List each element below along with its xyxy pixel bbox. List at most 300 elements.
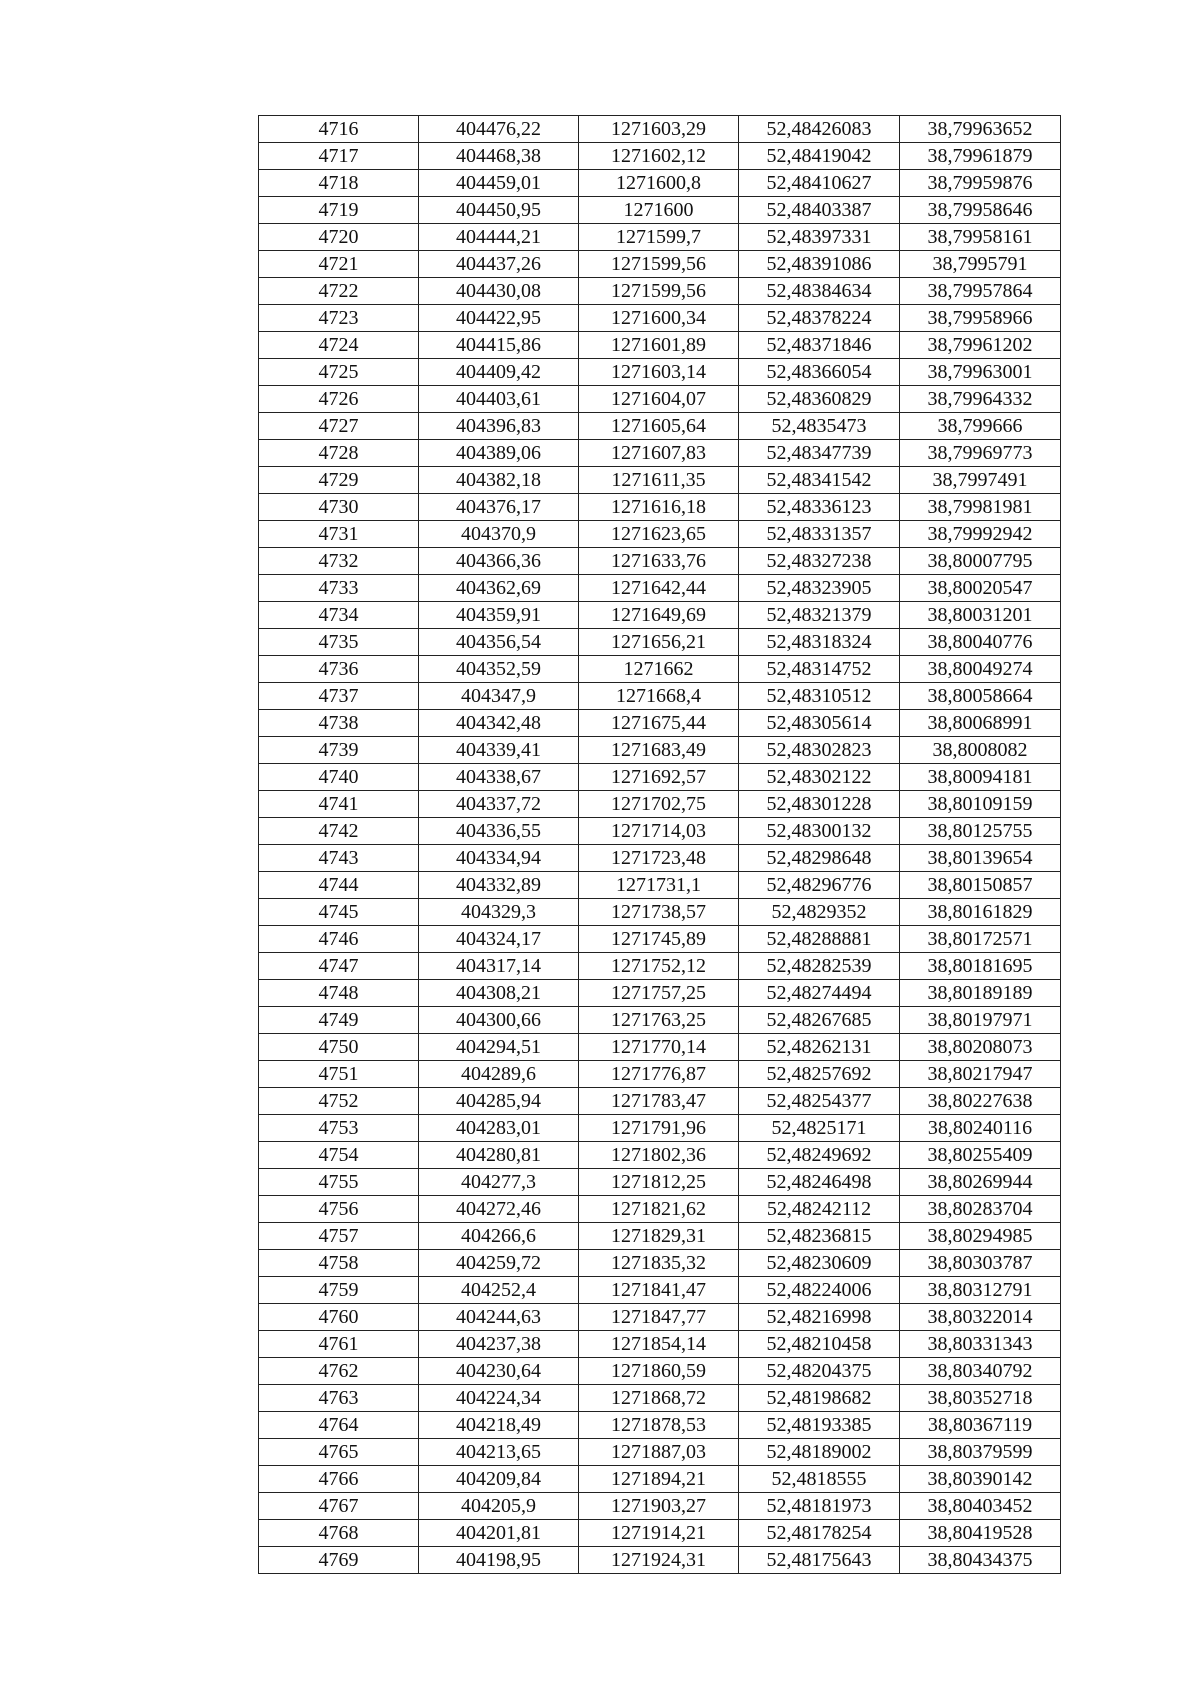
cell-y-coordinate: 1271714,03 (579, 818, 739, 845)
cell-x-coordinate: 404230,64 (419, 1358, 579, 1385)
cell-y-coordinate: 1271702,75 (579, 791, 739, 818)
cell-latitude: 52,48323905 (739, 575, 900, 602)
cell-latitude: 52,48254377 (739, 1088, 900, 1115)
cell-longitude: 38,80403452 (900, 1493, 1061, 1520)
cell-x-coordinate: 404342,48 (419, 710, 579, 737)
cell-point-number: 4745 (259, 899, 419, 926)
table-row (259, 710, 1061, 737)
cell-point-number: 4768 (259, 1520, 419, 1547)
cell-point-number: 4719 (259, 197, 419, 224)
cell-x-coordinate: 404289,6 (419, 1061, 579, 1088)
cell-longitude: 38,80094181 (900, 764, 1061, 791)
cell-point-number: 4723 (259, 305, 419, 332)
cell-x-coordinate: 404252,4 (419, 1277, 579, 1304)
cell-y-coordinate: 1271599,7 (579, 224, 739, 251)
coordinates-table-body (259, 116, 1061, 1574)
table-row (259, 764, 1061, 791)
cell-x-coordinate: 404376,17 (419, 494, 579, 521)
table-row (259, 980, 1061, 1007)
cell-point-number: 4725 (259, 359, 419, 386)
cell-x-coordinate: 404444,21 (419, 224, 579, 251)
cell-y-coordinate: 1271829,31 (579, 1223, 739, 1250)
cell-x-coordinate: 404415,86 (419, 332, 579, 359)
cell-x-coordinate: 404224,34 (419, 1385, 579, 1412)
cell-latitude: 52,48426083 (739, 116, 900, 143)
cell-y-coordinate: 1271860,59 (579, 1358, 739, 1385)
cell-longitude: 38,80031201 (900, 602, 1061, 629)
cell-x-coordinate: 404213,65 (419, 1439, 579, 1466)
cell-latitude: 52,48318324 (739, 629, 900, 656)
cell-y-coordinate: 1271603,29 (579, 116, 739, 143)
cell-latitude: 52,48296776 (739, 872, 900, 899)
table-row (259, 494, 1061, 521)
cell-x-coordinate: 404332,89 (419, 872, 579, 899)
table-row (259, 1115, 1061, 1142)
cell-longitude: 38,80331343 (900, 1331, 1061, 1358)
cell-longitude: 38,80294985 (900, 1223, 1061, 1250)
table-row (259, 845, 1061, 872)
table-row (259, 224, 1061, 251)
cell-x-coordinate: 404329,3 (419, 899, 579, 926)
cell-latitude: 52,48198682 (739, 1385, 900, 1412)
cell-x-coordinate: 404336,55 (419, 818, 579, 845)
cell-y-coordinate: 1271616,18 (579, 494, 739, 521)
cell-longitude: 38,80109159 (900, 791, 1061, 818)
table-row (259, 1196, 1061, 1223)
table-row (259, 1142, 1061, 1169)
cell-point-number: 4734 (259, 602, 419, 629)
cell-y-coordinate: 1271662 (579, 656, 739, 683)
table-row (259, 1520, 1061, 1547)
cell-y-coordinate: 1271738,57 (579, 899, 739, 926)
cell-longitude: 38,79961879 (900, 143, 1061, 170)
cell-x-coordinate: 404437,26 (419, 251, 579, 278)
cell-longitude: 38,80125755 (900, 818, 1061, 845)
cell-point-number: 4738 (259, 710, 419, 737)
table-row (259, 791, 1061, 818)
table-row (259, 1034, 1061, 1061)
table-row (259, 413, 1061, 440)
cell-latitude: 52,48262131 (739, 1034, 900, 1061)
cell-point-number: 4755 (259, 1169, 419, 1196)
cell-latitude: 52,48371846 (739, 332, 900, 359)
cell-longitude: 38,79958646 (900, 197, 1061, 224)
cell-y-coordinate: 1271607,83 (579, 440, 739, 467)
cell-latitude: 52,48347739 (739, 440, 900, 467)
cell-latitude: 52,48246498 (739, 1169, 900, 1196)
cell-y-coordinate: 1271776,87 (579, 1061, 739, 1088)
cell-y-coordinate: 1271599,56 (579, 251, 739, 278)
cell-y-coordinate: 1271783,47 (579, 1088, 739, 1115)
cell-y-coordinate: 1271692,57 (579, 764, 739, 791)
cell-longitude: 38,80058664 (900, 683, 1061, 710)
cell-x-coordinate: 404459,01 (419, 170, 579, 197)
cell-y-coordinate: 1271868,72 (579, 1385, 739, 1412)
table-row (259, 1277, 1061, 1304)
cell-point-number: 4737 (259, 683, 419, 710)
cell-longitude: 38,7995791 (900, 251, 1061, 278)
cell-longitude: 38,79992942 (900, 521, 1061, 548)
cell-longitude: 38,79963652 (900, 116, 1061, 143)
table-row (259, 1223, 1061, 1250)
cell-y-coordinate: 1271812,25 (579, 1169, 739, 1196)
cell-point-number: 4733 (259, 575, 419, 602)
cell-y-coordinate: 1271847,77 (579, 1304, 739, 1331)
cell-x-coordinate: 404338,67 (419, 764, 579, 791)
cell-x-coordinate: 404339,41 (419, 737, 579, 764)
cell-latitude: 52,48331357 (739, 521, 900, 548)
table-row (259, 278, 1061, 305)
cell-x-coordinate: 404198,95 (419, 1547, 579, 1574)
cell-point-number: 4732 (259, 548, 419, 575)
cell-longitude: 38,80379599 (900, 1439, 1061, 1466)
table-row (259, 1331, 1061, 1358)
cell-point-number: 4757 (259, 1223, 419, 1250)
table-row (259, 899, 1061, 926)
cell-longitude: 38,80434375 (900, 1547, 1061, 1574)
cell-latitude: 52,48175643 (739, 1547, 900, 1574)
cell-longitude: 38,799666 (900, 413, 1061, 440)
cell-x-coordinate: 404280,81 (419, 1142, 579, 1169)
table-row (259, 521, 1061, 548)
cell-longitude: 38,8008082 (900, 737, 1061, 764)
cell-point-number: 4726 (259, 386, 419, 413)
cell-point-number: 4730 (259, 494, 419, 521)
cell-point-number: 4724 (259, 332, 419, 359)
cell-point-number: 4750 (259, 1034, 419, 1061)
cell-x-coordinate: 404201,81 (419, 1520, 579, 1547)
table-row (259, 602, 1061, 629)
cell-x-coordinate: 404218,49 (419, 1412, 579, 1439)
cell-point-number: 4753 (259, 1115, 419, 1142)
cell-y-coordinate: 1271675,44 (579, 710, 739, 737)
cell-point-number: 4727 (259, 413, 419, 440)
table-row (259, 1061, 1061, 1088)
cell-x-coordinate: 404308,21 (419, 980, 579, 1007)
cell-latitude: 52,48242112 (739, 1196, 900, 1223)
cell-x-coordinate: 404283,01 (419, 1115, 579, 1142)
cell-point-number: 4729 (259, 467, 419, 494)
cell-latitude: 52,48210458 (739, 1331, 900, 1358)
cell-latitude: 52,48403387 (739, 197, 900, 224)
table-row (259, 197, 1061, 224)
cell-longitude: 38,80197971 (900, 1007, 1061, 1034)
table-row (259, 386, 1061, 413)
cell-point-number: 4752 (259, 1088, 419, 1115)
table-row (259, 440, 1061, 467)
cell-y-coordinate: 1271878,53 (579, 1412, 739, 1439)
cell-latitude: 52,4818555 (739, 1466, 900, 1493)
cell-longitude: 38,80040776 (900, 629, 1061, 656)
cell-x-coordinate: 404362,69 (419, 575, 579, 602)
cell-y-coordinate: 1271649,69 (579, 602, 739, 629)
cell-x-coordinate: 404337,72 (419, 791, 579, 818)
cell-latitude: 52,48360829 (739, 386, 900, 413)
cell-x-coordinate: 404382,18 (419, 467, 579, 494)
cell-x-coordinate: 404396,83 (419, 413, 579, 440)
cell-latitude: 52,48397331 (739, 224, 900, 251)
table-row (259, 575, 1061, 602)
table-row (259, 251, 1061, 278)
cell-y-coordinate: 1271894,21 (579, 1466, 739, 1493)
cell-longitude: 38,79959876 (900, 170, 1061, 197)
cell-latitude: 52,48267685 (739, 1007, 900, 1034)
cell-x-coordinate: 404352,59 (419, 656, 579, 683)
cell-y-coordinate: 1271914,21 (579, 1520, 739, 1547)
cell-y-coordinate: 1271599,56 (579, 278, 739, 305)
cell-x-coordinate: 404334,94 (419, 845, 579, 872)
cell-longitude: 38,80322014 (900, 1304, 1061, 1331)
cell-latitude: 52,4829352 (739, 899, 900, 926)
cell-latitude: 52,48301228 (739, 791, 900, 818)
cell-latitude: 52,48178254 (739, 1520, 900, 1547)
cell-point-number: 4756 (259, 1196, 419, 1223)
cell-y-coordinate: 1271752,12 (579, 953, 739, 980)
cell-longitude: 38,80419528 (900, 1520, 1061, 1547)
cell-x-coordinate: 404205,9 (419, 1493, 579, 1520)
cell-latitude: 52,48384634 (739, 278, 900, 305)
cell-y-coordinate: 1271600 (579, 197, 739, 224)
cell-y-coordinate: 1271835,32 (579, 1250, 739, 1277)
table-row (259, 683, 1061, 710)
cell-point-number: 4759 (259, 1277, 419, 1304)
cell-point-number: 4721 (259, 251, 419, 278)
cell-latitude: 52,48336123 (739, 494, 900, 521)
cell-y-coordinate: 1271924,31 (579, 1547, 739, 1574)
cell-longitude: 38,79969773 (900, 440, 1061, 467)
table-row (259, 1547, 1061, 1574)
cell-longitude: 38,79964332 (900, 386, 1061, 413)
cell-longitude: 38,80172571 (900, 926, 1061, 953)
table-row (259, 1304, 1061, 1331)
cell-y-coordinate: 1271604,07 (579, 386, 739, 413)
cell-latitude: 52,48378224 (739, 305, 900, 332)
table-row (259, 116, 1061, 143)
cell-point-number: 4764 (259, 1412, 419, 1439)
cell-x-coordinate: 404430,08 (419, 278, 579, 305)
cell-longitude: 38,80020547 (900, 575, 1061, 602)
cell-y-coordinate: 1271633,76 (579, 548, 739, 575)
cell-x-coordinate: 404476,22 (419, 116, 579, 143)
cell-x-coordinate: 404450,95 (419, 197, 579, 224)
cell-longitude: 38,80068991 (900, 710, 1061, 737)
cell-x-coordinate: 404359,91 (419, 602, 579, 629)
cell-longitude: 38,80255409 (900, 1142, 1061, 1169)
cell-point-number: 4739 (259, 737, 419, 764)
cell-x-coordinate: 404277,3 (419, 1169, 579, 1196)
table-row (259, 1250, 1061, 1277)
table-row (259, 359, 1061, 386)
cell-y-coordinate: 1271903,27 (579, 1493, 739, 1520)
cell-y-coordinate: 1271605,64 (579, 413, 739, 440)
table-row (259, 305, 1061, 332)
cell-longitude: 38,80181695 (900, 953, 1061, 980)
cell-point-number: 4765 (259, 1439, 419, 1466)
cell-longitude: 38,80390142 (900, 1466, 1061, 1493)
cell-point-number: 4740 (259, 764, 419, 791)
cell-latitude: 52,4835473 (739, 413, 900, 440)
cell-longitude: 38,80340792 (900, 1358, 1061, 1385)
cell-x-coordinate: 404403,61 (419, 386, 579, 413)
cell-longitude: 38,80227638 (900, 1088, 1061, 1115)
cell-y-coordinate: 1271745,89 (579, 926, 739, 953)
cell-latitude: 52,48181973 (739, 1493, 900, 1520)
cell-point-number: 4718 (259, 170, 419, 197)
cell-latitude: 52,48366054 (739, 359, 900, 386)
cell-point-number: 4766 (259, 1466, 419, 1493)
table-row (259, 143, 1061, 170)
cell-point-number: 4760 (259, 1304, 419, 1331)
cell-longitude: 38,79961202 (900, 332, 1061, 359)
cell-latitude: 52,48224006 (739, 1277, 900, 1304)
table-row (259, 629, 1061, 656)
table-row (259, 737, 1061, 764)
cell-latitude: 52,48249692 (739, 1142, 900, 1169)
cell-longitude: 38,80189189 (900, 980, 1061, 1007)
table-row (259, 1466, 1061, 1493)
cell-y-coordinate: 1271887,03 (579, 1439, 739, 1466)
cell-y-coordinate: 1271600,34 (579, 305, 739, 332)
cell-point-number: 4746 (259, 926, 419, 953)
table-row (259, 1385, 1061, 1412)
cell-latitude: 52,48300132 (739, 818, 900, 845)
cell-y-coordinate: 1271841,47 (579, 1277, 739, 1304)
table-row (259, 467, 1061, 494)
cell-latitude: 52,48327238 (739, 548, 900, 575)
cell-longitude: 38,80303787 (900, 1250, 1061, 1277)
cell-y-coordinate: 1271821,62 (579, 1196, 739, 1223)
cell-latitude: 52,48216998 (739, 1304, 900, 1331)
cell-x-coordinate: 404209,84 (419, 1466, 579, 1493)
table-row (259, 818, 1061, 845)
cell-longitude: 38,79958161 (900, 224, 1061, 251)
table-row (259, 332, 1061, 359)
cell-x-coordinate: 404366,36 (419, 548, 579, 575)
cell-y-coordinate: 1271683,49 (579, 737, 739, 764)
cell-latitude: 52,48236815 (739, 1223, 900, 1250)
cell-point-number: 4747 (259, 953, 419, 980)
cell-longitude: 38,79963001 (900, 359, 1061, 386)
cell-y-coordinate: 1271757,25 (579, 980, 739, 1007)
cell-point-number: 4720 (259, 224, 419, 251)
table-row (259, 656, 1061, 683)
cell-y-coordinate: 1271723,48 (579, 845, 739, 872)
cell-latitude: 52,48274494 (739, 980, 900, 1007)
cell-x-coordinate: 404272,46 (419, 1196, 579, 1223)
cell-x-coordinate: 404266,6 (419, 1223, 579, 1250)
cell-x-coordinate: 404317,14 (419, 953, 579, 980)
cell-x-coordinate: 404409,42 (419, 359, 579, 386)
table-row (259, 1007, 1061, 1034)
cell-y-coordinate: 1271642,44 (579, 575, 739, 602)
cell-point-number: 4716 (259, 116, 419, 143)
cell-point-number: 4749 (259, 1007, 419, 1034)
cell-latitude: 52,48257692 (739, 1061, 900, 1088)
table-row (259, 872, 1061, 899)
cell-latitude: 52,48189002 (739, 1439, 900, 1466)
cell-y-coordinate: 1271600,8 (579, 170, 739, 197)
cell-latitude: 52,48298648 (739, 845, 900, 872)
cell-y-coordinate: 1271601,89 (579, 332, 739, 359)
cell-y-coordinate: 1271611,35 (579, 467, 739, 494)
cell-longitude: 38,80007795 (900, 548, 1061, 575)
cell-point-number: 4741 (259, 791, 419, 818)
cell-point-number: 4735 (259, 629, 419, 656)
cell-y-coordinate: 1271802,36 (579, 1142, 739, 1169)
cell-x-coordinate: 404244,63 (419, 1304, 579, 1331)
cell-point-number: 4728 (259, 440, 419, 467)
table-row (259, 1088, 1061, 1115)
cell-longitude: 38,79957864 (900, 278, 1061, 305)
cell-latitude: 52,48230609 (739, 1250, 900, 1277)
cell-latitude: 52,48321379 (739, 602, 900, 629)
cell-point-number: 4717 (259, 143, 419, 170)
cell-longitude: 38,80139654 (900, 845, 1061, 872)
cell-longitude: 38,80240116 (900, 1115, 1061, 1142)
cell-latitude: 52,48204375 (739, 1358, 900, 1385)
table-row (259, 1412, 1061, 1439)
cell-latitude: 52,4825171 (739, 1115, 900, 1142)
cell-x-coordinate: 404356,54 (419, 629, 579, 656)
cell-point-number: 4767 (259, 1493, 419, 1520)
cell-y-coordinate: 1271668,4 (579, 683, 739, 710)
cell-x-coordinate: 404324,17 (419, 926, 579, 953)
cell-point-number: 4736 (259, 656, 419, 683)
table-row (259, 170, 1061, 197)
cell-point-number: 4751 (259, 1061, 419, 1088)
cell-longitude: 38,79981981 (900, 494, 1061, 521)
table-row (259, 1493, 1061, 1520)
cell-x-coordinate: 404285,94 (419, 1088, 579, 1115)
cell-x-coordinate: 404300,66 (419, 1007, 579, 1034)
cell-latitude: 52,48302122 (739, 764, 900, 791)
cell-longitude: 38,79958966 (900, 305, 1061, 332)
cell-longitude: 38,80049274 (900, 656, 1061, 683)
table-row (259, 548, 1061, 575)
table-row (259, 953, 1061, 980)
cell-x-coordinate: 404237,38 (419, 1331, 579, 1358)
cell-longitude: 38,80269944 (900, 1169, 1061, 1196)
cell-point-number: 4761 (259, 1331, 419, 1358)
cell-x-coordinate: 404347,9 (419, 683, 579, 710)
cell-longitude: 38,80283704 (900, 1196, 1061, 1223)
cell-latitude: 52,48282539 (739, 953, 900, 980)
cell-latitude: 52,48305614 (739, 710, 900, 737)
cell-y-coordinate: 1271854,14 (579, 1331, 739, 1358)
cell-x-coordinate: 404422,95 (419, 305, 579, 332)
cell-point-number: 4748 (259, 980, 419, 1007)
cell-y-coordinate: 1271656,21 (579, 629, 739, 656)
cell-longitude: 38,80208073 (900, 1034, 1061, 1061)
cell-y-coordinate: 1271791,96 (579, 1115, 739, 1142)
cell-latitude: 52,48391086 (739, 251, 900, 278)
cell-point-number: 4731 (259, 521, 419, 548)
cell-point-number: 4744 (259, 872, 419, 899)
table-row (259, 926, 1061, 953)
cell-x-coordinate: 404294,51 (419, 1034, 579, 1061)
cell-x-coordinate: 404389,06 (419, 440, 579, 467)
cell-point-number: 4722 (259, 278, 419, 305)
cell-longitude: 38,80367119 (900, 1412, 1061, 1439)
cell-latitude: 52,48288881 (739, 926, 900, 953)
cell-x-coordinate: 404259,72 (419, 1250, 579, 1277)
cell-longitude: 38,80352718 (900, 1385, 1061, 1412)
cell-longitude: 38,80150857 (900, 872, 1061, 899)
cell-latitude: 52,48341542 (739, 467, 900, 494)
cell-latitude: 52,48410627 (739, 170, 900, 197)
cell-y-coordinate: 1271603,14 (579, 359, 739, 386)
cell-longitude: 38,80217947 (900, 1061, 1061, 1088)
